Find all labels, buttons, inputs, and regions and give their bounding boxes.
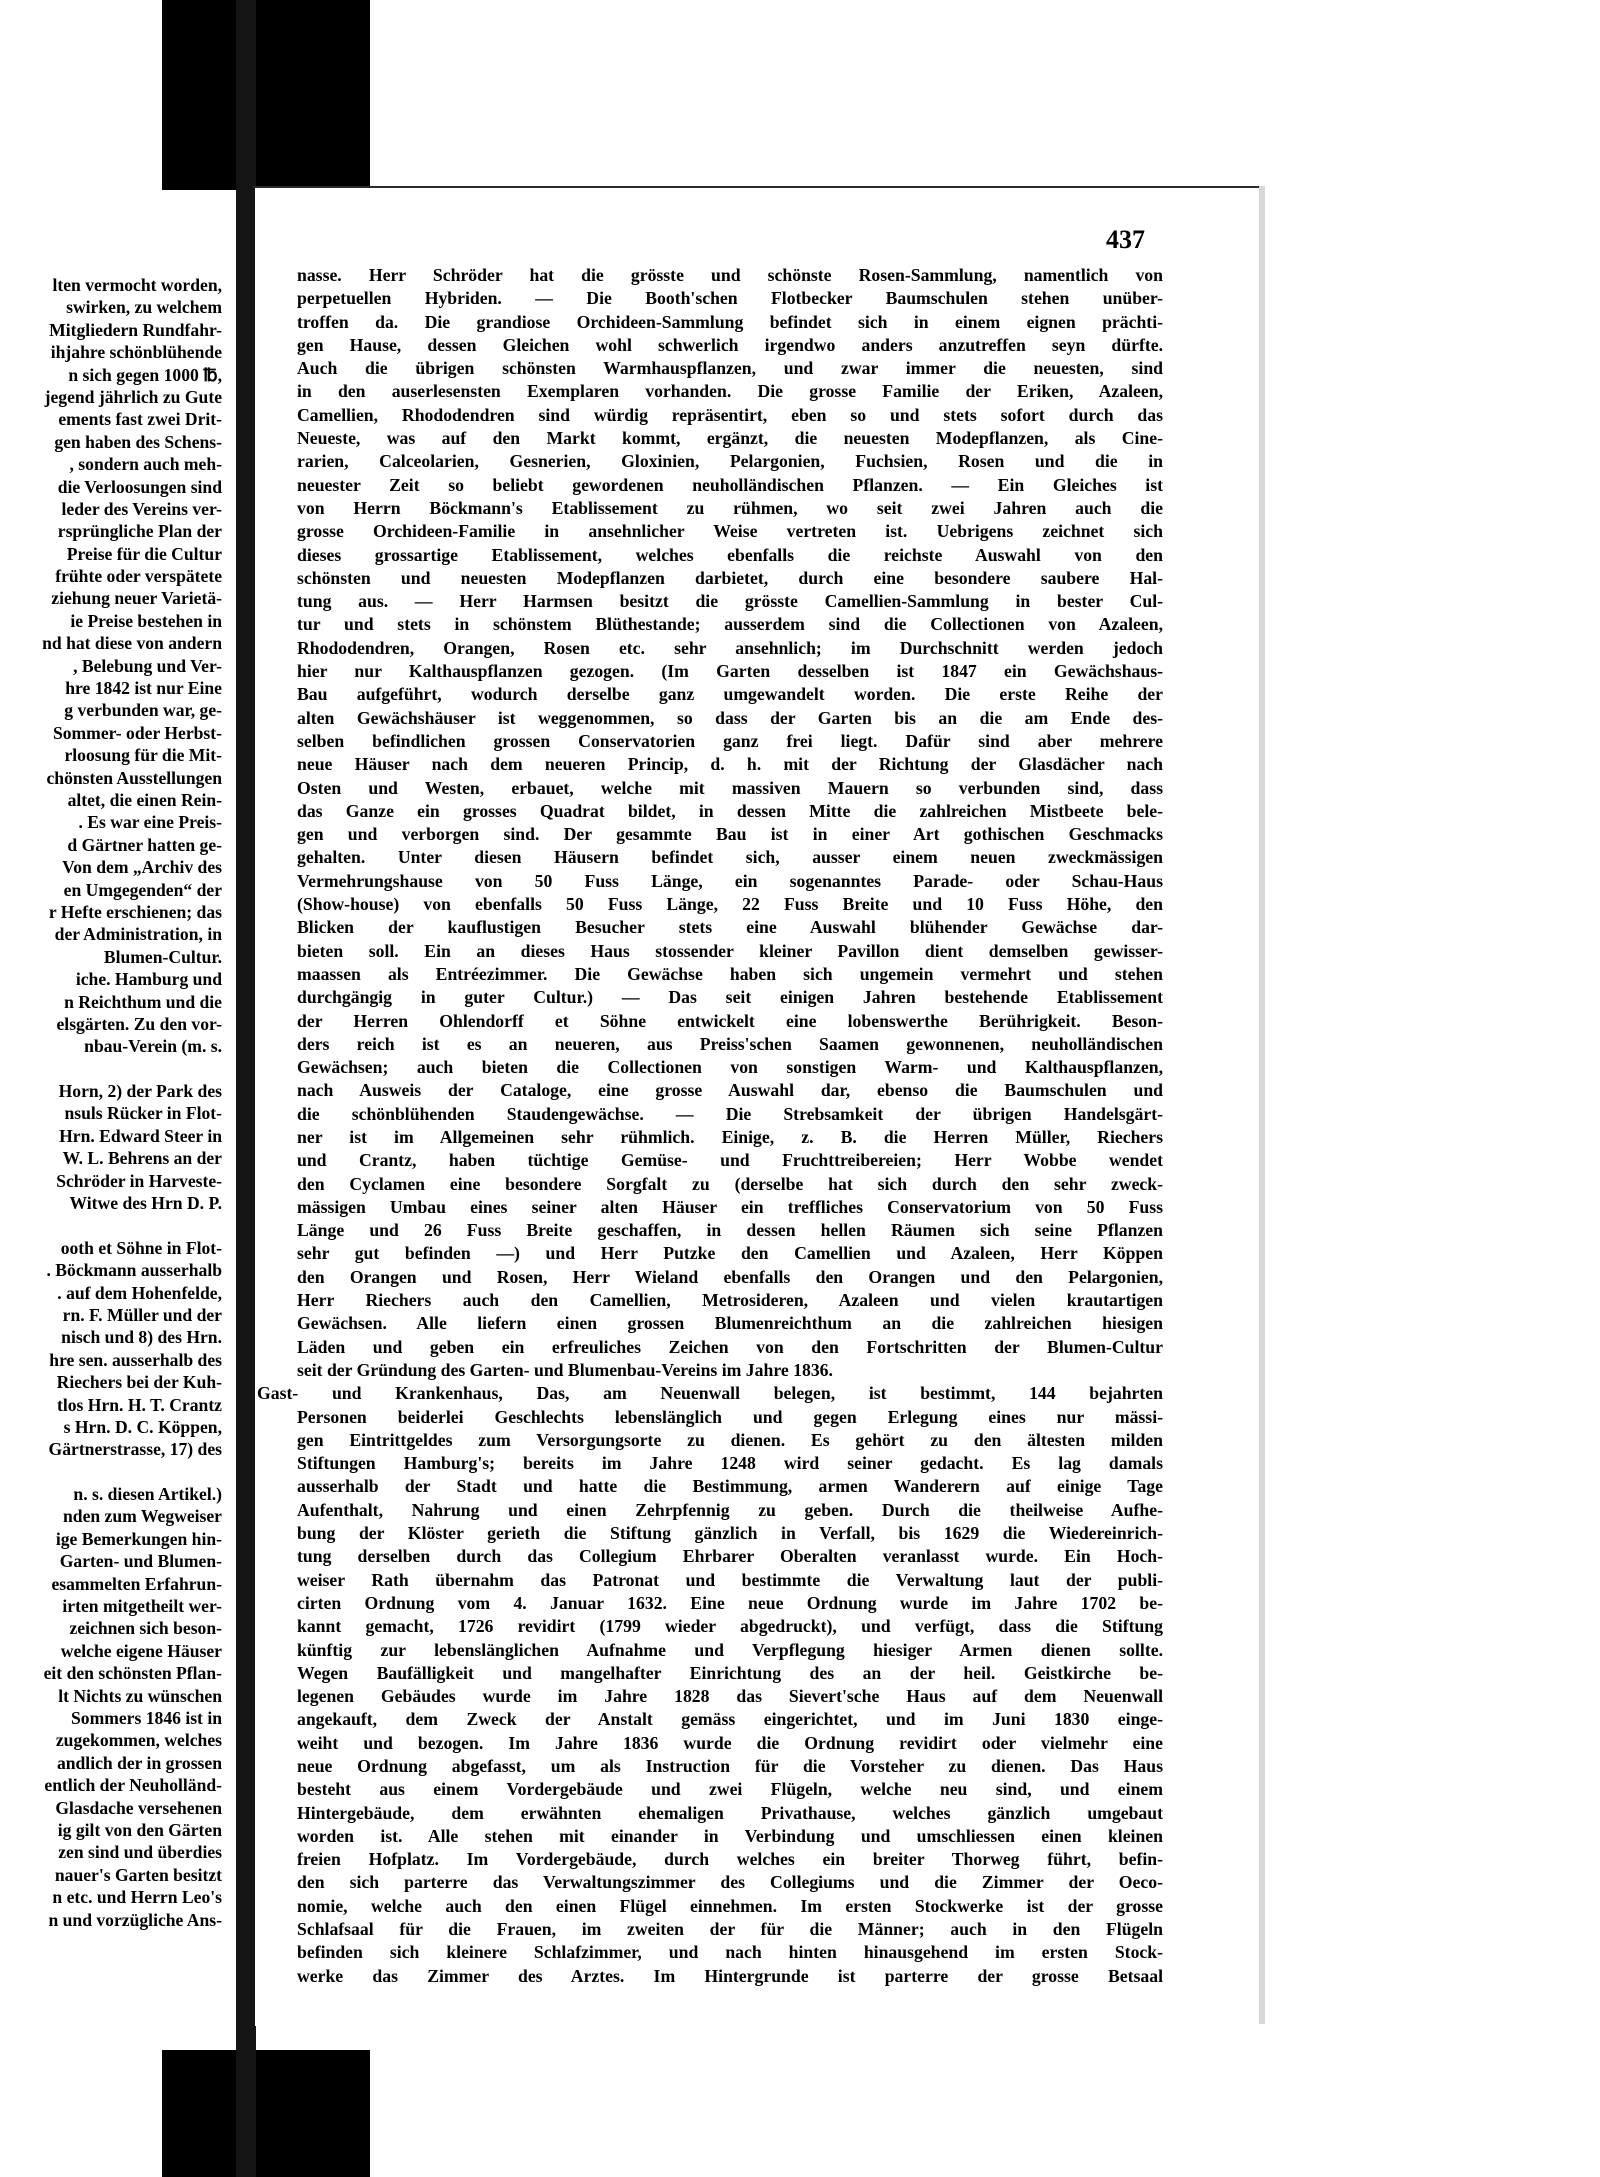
text-line: angekauft, dem Zweck der Anstalt gemäss eingerichtet, und im Juni 1830 einge- (297, 1709, 1163, 1730)
left-text-line: . Böckmann ausserhalb (46, 1260, 222, 1281)
left-text-line: tlos Hrn. H. T. Crantz (56, 1394, 222, 1415)
left-text-line: Mitgliedern Rundfahr- (49, 319, 222, 340)
text-line: nomie, welche auch den einen Flügel einnehmen. Im ersten Stockwerke ist der grosse (297, 1895, 1163, 1916)
left-text-line: g verbunden war, ge- (64, 700, 222, 721)
left-text-line: r Hefte erschienen; das (48, 901, 222, 922)
left-page (0, 190, 239, 2040)
left-text-line: die Verloosungen sind (57, 476, 222, 497)
text-line: Bau aufgeführt, wodurch derselbe ganz umgewandelt worden. Die erste Reihe der (297, 684, 1163, 705)
left-text-line: iche. Hamburg und (75, 969, 222, 990)
left-text-line: nauer's Garten besitzt (54, 1864, 222, 1885)
text-line: den Orangen und Rosen, Herr Wieland ebenfalls den Orangen und den Pelargonien, (297, 1266, 1163, 1287)
text-line: Neueste, was auf den Markt kommt, ergänzt, die neuesten Modepflanzen, als Cine- (297, 428, 1163, 449)
text-line: befinden sich kleinere Schlafzimmer, und nach hinten hinausgehend im ersten Stock- (297, 1942, 1163, 1963)
text-line: Personen beiderlei Geschlechts lebenslänglich und gegen Erlegung eines nur mässi- (297, 1406, 1163, 1427)
left-text-line: rloosung für die Mit- (64, 745, 222, 766)
text-line: Stiftungen Hamburg's; bereits im Jahre 1248 wird seiner gedacht. Es lag damals (297, 1453, 1163, 1474)
left-text-line: lt Nichts zu wünschen (58, 1685, 222, 1706)
left-text-line: rn. F. Müller und der (62, 1304, 222, 1325)
text-line: Blicken der kauflustigen Besucher stets eine Auswahl blühender Gewächse dar- (297, 917, 1163, 938)
left-text-line: Sommers 1846 ist in (70, 1708, 222, 1728)
text-line: tung derselben durch das Collegium Ehrbarer Oberalten veranlasst wurde. Ein Hoch- (297, 1546, 1163, 1567)
left-text-line: W. L. Behrens an der (62, 1148, 222, 1169)
text-line: kannt gemacht, 1726 revidirt (1799 wieder abgedruckt), und verfügt, dass die Stiftung (297, 1616, 1163, 1637)
left-text-line: en Umgegenden“ der (63, 879, 222, 900)
left-text-line: n etc. und Herrn Leo's (52, 1887, 222, 1908)
text-line: Läden und geben ein erfreuliches Zeichen von den Fortschritten der Blumen-Cultur (297, 1336, 1163, 1357)
text-line: Auch die übrigen schönsten Warmhauspflanzen, und zwar immer die neuesten, sind (297, 358, 1163, 379)
left-text-line: Gärtnerstrasse, 17) des (48, 1439, 222, 1460)
text-line: bieten soll. Ein an dieses Haus stossender kleiner Pavillon dient demselben gewisser- (297, 940, 1163, 961)
left-text-line: Von dem „Archiv des (62, 857, 222, 878)
text-line: grosse Orchideen-Familie in ansehnlicher Weise vertreten ist. Uebrigens zeichnet sich (297, 521, 1163, 542)
text-line: Gewächsen; auch bieten die Collectionen von sonstigen Warm- und Kalthauspflanzen, (297, 1057, 1163, 1078)
left-text-line: Preise für die Cultur (66, 543, 222, 564)
left-text-line: n und vorzügliche Ans- (48, 1909, 222, 1930)
left-text-line: leder des Vereins ver- (61, 498, 222, 519)
left-text-line (0, 1461, 222, 1483)
left-text-line: Riechers bei der Kuh- (56, 1372, 222, 1393)
text-line: dieses grossartige Etablissement, welches ebenfalls die reichste Auswahl von den (297, 544, 1163, 565)
text-line: neuester Zeit so beliebt gewordenen neuholländischen Pflanzen. — Ein Gleiches ist (297, 474, 1163, 495)
text-line: neue Häuser nach dem neueren Princip, d. h. mit der Richtung der Glasdächer nach (297, 754, 1163, 775)
text-line: Hintergebäude, dem erwähnten ehemaligen Privathause, welches gänzlich umgebaut (297, 1802, 1163, 1823)
left-page-text (0, 274, 222, 1931)
left-text-line: ements fast zwei Drit- (58, 409, 222, 430)
left-text-line (0, 1214, 222, 1236)
left-text-line: zeichnen sich beson- (69, 1618, 222, 1639)
text-line: nach Ausweis der Cataloge, eine grosse Auswahl dar, ebenso die Baumschulen und (297, 1080, 1163, 1101)
text-line: von Herrn Böckmann's Etablissement zu rühmen, wo seit zwei Jahren auch die (297, 497, 1163, 518)
left-text-line: swirken, zu welchem (66, 297, 222, 318)
left-text-line: Witwe des Hrn D. P. (69, 1193, 222, 1214)
right-page-text (257, 264, 1163, 1988)
left-text-line: Sommer- oder Herbst- (52, 722, 222, 743)
text-line: gen und verborgen sind. Der gesammte Bau ist in einer Art gothischen Geschmacks (297, 824, 1163, 845)
text-line: nasse. Herr Schröder hat die grösste und schönste Rosen-Sammlung, namentlich von (297, 265, 1163, 285)
left-text-line: Horn, 2) der Park des (58, 1081, 222, 1102)
binding-band-top (162, 0, 370, 205)
left-text-line: nd hat diese von andern (42, 633, 222, 654)
left-text-line: andlich der in grossen (56, 1752, 222, 1773)
text-line: Aufenthalt, Nahrung und einen Zehrpfennig zu geben. Durch die theilweise Aufhe- (297, 1499, 1163, 1520)
text-line: durchgängig in guter Cultur.) — Das seit einigen Jahren bestehende Etablissement (297, 987, 1163, 1008)
text-line: mässigen Umbau eines seiner alten Häuser ein treffliches Conservatorium von 50 Fuss (297, 1196, 1163, 1217)
text-line: Vermehrungshause von 50 Fuss Länge, ein sogenanntes Parade- oder Schau-Haus (297, 870, 1163, 891)
text-line: die schönblühenden Staudengewächse. — Die Strebsamkeit der übrigen Handelsgärt- (297, 1103, 1163, 1124)
text-line: gehalten. Unter diesen Häusern befindet sich, ausser einem neuen zweckmässigen (297, 847, 1163, 868)
left-text-line: der Administration, in (54, 924, 222, 945)
text-line: maassen als Entréezimmer. Die Gewächse haben sich ungemein vermehrt und stehen (297, 963, 1163, 984)
left-text-line: ige Bemerkungen hin- (55, 1528, 222, 1549)
left-text-line: . Es war eine Preis- (78, 812, 222, 833)
left-text-line: chönsten Ausstellungen (46, 767, 222, 788)
text-line: ausserhalb der Stadt und hatte die Bestimmung, armen Wanderern auf einige Tage (297, 1476, 1163, 1497)
text-line: sehr gut befinden —) und Herr Putzke den Camellien und Azaleen, Herr Köppen (297, 1243, 1163, 1264)
text-line: bung der Klöster gerieth die Stiftung gänzlich in Verfall, bis 1629 die Wiedereinrich- (297, 1523, 1163, 1544)
left-text-line: n. s. diesen Artikel.) (73, 1484, 222, 1505)
left-text-line: n Reichthum und die (64, 991, 222, 1012)
text-line: neue Ordnung abgefasst, um als Instruction für die Vorsteher zu dienen. Das Haus (297, 1756, 1163, 1776)
text-line: legenen Gebäudes wurde im Jahre 1828 das Sievert'sche Haus auf dem Neuenwall (297, 1686, 1163, 1707)
left-text-line: elsgärten. Zu den vor- (56, 1013, 222, 1034)
text-line: freien Hofplatz. Im Vordergebäude, durch welches ein breiter Thorweg führt, befin- (297, 1849, 1163, 1870)
text-line: perpetuellen Hybriden. — Die Booth'schen Flotbecker Baumschulen stehen unüber- (297, 288, 1163, 309)
left-text-line: frühte oder verspätete (55, 566, 222, 587)
left-text-line: irten mitgetheilt wer- (62, 1596, 222, 1617)
left-text-line: jegend jährlich zu Gute (44, 386, 222, 407)
page-number: 437 (1106, 225, 1145, 254)
text-line: den Cyclamen eine besondere Sorgfalt zu (derselbe hat sich durch den sehr zweck- (297, 1173, 1163, 1194)
left-text-line: ziehung neuer Varietä- (51, 588, 222, 609)
left-text-line: nsuls Rücker in Flot- (64, 1103, 222, 1124)
text-line: Gewächsen. Alle liefern einen grossen Blumenreichthum an die zahlreichen hiesigen (297, 1313, 1163, 1334)
left-text-line: d Gärtner hatten ge- (67, 834, 222, 855)
left-text-line: Garten- und Blumen- (59, 1551, 222, 1572)
text-line: hier nur Kalthauspflanzen gezogen. (Im Garten desselben ist 1847 ein Gewächshaus- (297, 661, 1163, 682)
text-line: tung aus. — Herr Harmsen besitzt die grösste Camellien-Sammlung in bester Cul- (297, 591, 1163, 612)
entry-heading-line: Gast- und Krankenhaus, Das, am Neuenwall belegen, ist bestimmt, 144 bejahrten (257, 1383, 1163, 1404)
text-line: (Show-house) von ebenfalls 50 Fuss Länge, 22 Fuss Breite und 10 Fuss Höhe, den (297, 894, 1163, 915)
text-line: Rhododendren, Orangen, Rosen etc. sehr ansehnlich; im Durchschnitt werden jedoch (297, 637, 1163, 658)
left-text-line: welche eigene Häuser (60, 1640, 222, 1661)
text-line: gen Hause, dessen Gleichen wohl schwerlich irgendwo anders anzutreffen seyn dürfte. (297, 334, 1163, 355)
left-text-line: ig gilt von den Gärten (57, 1819, 222, 1840)
left-text-line: nisch und 8) des Hrn. (61, 1327, 222, 1348)
text-line: und Crantz, haben tüchtige Gemüse- und Fruchttreibereien; Herr Wobbe wendet (297, 1150, 1163, 1171)
left-text-line: rsprüngliche Plan der (57, 521, 222, 542)
text-line: rarien, Calceolarien, Gesnerien, Gloxinien, Pelargonien, Fuchsien, Rosen und die in (297, 451, 1163, 472)
left-text-line: Schröder in Harveste- (56, 1170, 222, 1191)
left-text-line: lten vermocht worden, (52, 275, 222, 295)
text-line: ders reich ist es an neueren, aus Preiss'schen Saamen gewonnenen, neuholländischen (297, 1033, 1163, 1054)
left-text-line: gen haben des Schens- (54, 431, 222, 452)
left-text-line: nden zum Wegweiser (63, 1506, 222, 1527)
left-text-line: hre sen. ausserhalb des (49, 1349, 222, 1370)
text-line: schönsten und neuesten Modepflanzen darbietet, durch eine besondere saubere Hal- (297, 567, 1163, 588)
left-text-line: n sich gegen 1000 ℔, (68, 364, 222, 385)
left-text-line: Blumen-Cultur. (103, 946, 222, 967)
left-text-line: eit den schönsten Pflan- (43, 1663, 222, 1684)
text-line: Länge und 26 Fuss Breite geschaffen, in dessen hellen Räumen sich seine Pflanzen (297, 1220, 1163, 1241)
left-text-line: ie Preise bestehen in (70, 610, 222, 631)
left-text-line: altet, die einen Rein- (67, 789, 222, 810)
text-line: Schlafsaal für die Frauen, im zweiten der für die Männer; auch in den Flügeln (297, 1919, 1163, 1940)
text-line: selben befindlichen grossen Conservatorien ganz frei liegt. Dafür sind aber mehrere (297, 730, 1163, 751)
left-text-line: Glasdache versehenen (55, 1797, 222, 1818)
left-text-line: ooth et Söhne in Flot- (60, 1237, 222, 1258)
page-edge-shadow (1259, 186, 1265, 2024)
text-line: worden ist. Alle stehen mit einander in Verbindung und umschliessen einen kleinen (297, 1825, 1163, 1846)
left-text-line: , Belebung und Ver- (73, 655, 222, 676)
text-line: weiht und bezogen. Im Jahre 1836 wurde die Ordnung revidirt oder vielmehr eine (297, 1732, 1163, 1753)
text-line: tur und stets in schönstem Blüthestande; ausserdem sind die Collectionen von Azaleen, (297, 614, 1163, 635)
text-line: gen Eintrittgeldes zum Versorgungsorte zu dienen. Es gehört zu den ältesten milden (297, 1429, 1163, 1450)
left-text-line: esammelten Erfahrun- (51, 1573, 222, 1594)
text-line: in den auserlesensten Exemplaren vorhanden. Die grosse Familie der Eriken, Azaleen, (297, 381, 1163, 402)
left-text-line: Hrn. Edward Steer in (59, 1125, 222, 1146)
text-line: ner ist im Allgemeinen sehr rühmlich. Einige, z. B. die Herren Müller, Riechers (297, 1126, 1163, 1147)
left-text-line: entlich der Neuholländ- (44, 1775, 222, 1796)
left-text-line: hre 1842 ist nur Eine (65, 678, 222, 699)
text-line: troffen da. Die grandiose Orchideen-Sammlung befindet sich in einem eignen prächti- (297, 311, 1163, 332)
text-line: alten Gewächshäuser ist weggenommen, so dass der Garten bis an die am Ende des- (297, 707, 1163, 728)
text-line: cirten Ordnung vom 4. Januar 1632. Eine neue Ordnung wurde im Jahre 1702 be- (297, 1592, 1163, 1613)
text-line: besteht aus einem Vordergebäude und zwei Flügeln, welche neu sind, und einem (297, 1779, 1163, 1800)
left-text-line: s Hrn. D. C. Köppen, (63, 1416, 222, 1437)
text-line: weiser Rath übernahm das Patronat und bestimmte die Verwaltung laut der publi- (297, 1569, 1163, 1590)
left-text-line: , sondern auch meh- (69, 454, 222, 475)
left-text-line: nbau-Verein (m. s. (84, 1036, 222, 1057)
left-text-line: zen sind und überdies (58, 1842, 222, 1863)
text-line: Osten und Westen, erbauet, welche mit massiven Mauern so verbunden sind, dass (297, 777, 1163, 798)
text-line: Camellien, Rhododendren sind würdig repräsentirt, eben so und stets sofort durch das (297, 404, 1163, 425)
text-line: den sich parterre das Verwaltungszimmer des Collegiums und die Zimmer der Oeco- (297, 1872, 1163, 1893)
text-line: Wegen Baufälligkeit und mangelhafter Einrichtung des an der heil. Geistkirche be- (297, 1662, 1163, 1683)
left-text-line: zugekommen, welches (55, 1730, 222, 1751)
left-text-line: ihjahre schönblühende (50, 342, 222, 363)
text-line: der Herren Ohlendorff et Söhne entwickelt eine lobenswerthe Berührigkeit. Beson- (297, 1010, 1163, 1031)
text-line: seit der Gründung des Garten- und Blumenbau-Vereins im Jahre 1836. (297, 1359, 833, 1380)
text-line: künftig zur lebenslänglichen Aufnahme und Verpflegung hiesiger Armen dienen sollte. (297, 1639, 1163, 1660)
left-text-line: . auf dem Hohenfelde, (57, 1282, 222, 1303)
text-line: das Ganze ein grosses Quadrat bildet, in dessen Mitte die zahlreichen Mistbeete bele- (297, 800, 1163, 821)
text-line: werke das Zimmer des Arztes. Im Hintergrunde ist parterre der grosse Betsaal (297, 1965, 1163, 1986)
left-text-line (0, 1058, 222, 1080)
text-line: Herr Riechers auch den Camellien, Metrosideren, Azaleen und vielen krautartigen (297, 1290, 1163, 1311)
binding-band-bottom (162, 2050, 370, 2177)
